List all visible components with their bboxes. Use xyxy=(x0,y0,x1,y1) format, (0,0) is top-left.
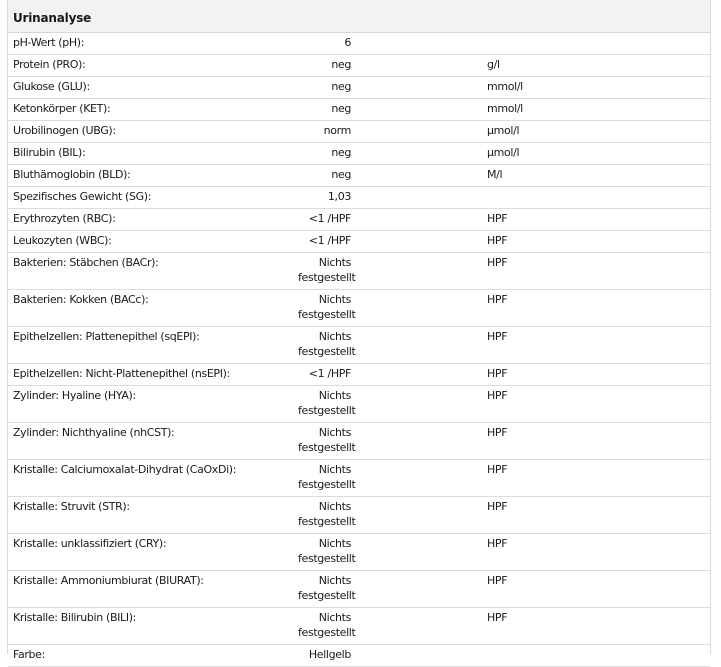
spacer-cell xyxy=(351,143,487,165)
result-value xyxy=(298,231,351,253)
parameter-name: Bakterien: Kokken (BACc): xyxy=(8,290,298,327)
spacer-cell xyxy=(351,55,487,77)
result-value-line: neg xyxy=(331,102,351,115)
unit: HPF xyxy=(487,209,710,231)
parameter-name: Farbe: xyxy=(8,645,298,667)
result-value xyxy=(298,364,351,386)
unit: mmol/l xyxy=(487,99,710,121)
result-value xyxy=(298,645,351,667)
unit xyxy=(487,187,710,209)
result-value xyxy=(298,77,351,99)
parameter-name: Kristalle: Bilirubin (BILI): xyxy=(8,608,298,645)
parameter-name: Zylinder: Hyaline (HYA): xyxy=(8,386,298,423)
spacer-cell xyxy=(351,608,487,645)
result-value xyxy=(298,608,356,645)
table-row xyxy=(8,77,710,99)
parameter-name: Bakterien: Stäbchen (BACr): xyxy=(8,253,298,290)
result-value-line: 6 xyxy=(344,36,351,49)
parameter-name: Protein (PRO): xyxy=(8,55,298,77)
spacer-cell xyxy=(351,209,487,231)
parameter-name: Kristalle: Ammoniumbiurat (BIURAT): xyxy=(8,571,298,608)
result-value-line: festgestellt xyxy=(298,271,356,284)
parameter-name: Kristalle: Struvit (STR): xyxy=(8,497,298,534)
parameter-name: Zylinder: Nichthyaline (nhCST): xyxy=(8,423,298,460)
section-header xyxy=(8,0,710,33)
parameter-name: Leukozyten (WBC): xyxy=(8,231,298,253)
results-table xyxy=(8,33,710,667)
parameter-name: Urobilinogen (UBG): xyxy=(8,121,298,143)
table-row xyxy=(8,99,710,121)
result-value-line: neg xyxy=(331,80,351,93)
spacer-cell xyxy=(351,77,487,99)
table-row xyxy=(8,143,710,165)
parameter-name: Glukose (GLU): xyxy=(8,77,298,99)
spacer-cell xyxy=(351,364,487,386)
table-row xyxy=(8,165,710,187)
table-row xyxy=(8,386,710,423)
table-row xyxy=(8,290,710,327)
table-row xyxy=(8,209,710,231)
unit: mmol/l xyxy=(487,77,710,99)
result-value-line: festgestellt xyxy=(298,515,356,528)
result-value-line: <1 /HPF xyxy=(308,367,351,380)
table-row xyxy=(8,33,710,55)
result-value-line: neg xyxy=(331,58,351,71)
spacer-cell xyxy=(351,33,487,55)
spacer-cell xyxy=(351,327,487,364)
result-value xyxy=(298,497,356,534)
parameter-name: Kristalle: unklassifiziert (CRY): xyxy=(8,534,298,571)
result-value xyxy=(298,571,356,608)
unit: µmol/l xyxy=(487,121,710,143)
spacer-cell xyxy=(351,571,487,608)
unit: HPF xyxy=(487,364,710,386)
table-row xyxy=(8,231,710,253)
result-value xyxy=(298,327,356,364)
section-title: Urinanalyse xyxy=(13,11,92,25)
table-row xyxy=(8,364,710,386)
result-value xyxy=(298,423,356,460)
table-row xyxy=(8,423,710,460)
result-value-line: Nichts xyxy=(318,500,351,513)
parameter-name: Epithelzellen: Plattenepithel (sqEPI): xyxy=(8,327,298,364)
parameter-name: Bilirubin (BIL): xyxy=(8,143,298,165)
result-value-line: neg xyxy=(331,146,351,159)
result-value-line: festgestellt xyxy=(298,589,356,602)
unit: HPF xyxy=(487,534,710,571)
result-value xyxy=(298,143,351,165)
result-value xyxy=(298,55,351,77)
result-value-line: 1,03 xyxy=(327,190,351,203)
spacer-cell xyxy=(351,253,487,290)
result-value-line: Hellgelb xyxy=(308,648,351,661)
parameter-name: Spezifisches Gewicht (SG): xyxy=(8,187,298,209)
result-value xyxy=(298,209,351,231)
result-value-line: Nichts xyxy=(318,426,351,439)
result-value-line: festgestellt xyxy=(298,478,356,491)
spacer-cell xyxy=(351,534,487,571)
unit xyxy=(487,645,710,667)
result-value xyxy=(298,99,351,121)
result-value xyxy=(298,460,356,497)
spacer-cell xyxy=(351,497,487,534)
unit: HPF xyxy=(487,423,710,460)
parameter-name: Erythrozyten (RBC): xyxy=(8,209,298,231)
unit: HPF xyxy=(487,327,710,364)
unit xyxy=(487,33,710,55)
spacer-cell xyxy=(351,386,487,423)
spacer-cell xyxy=(351,460,487,497)
result-value xyxy=(298,534,356,571)
table-row xyxy=(8,55,710,77)
table-row xyxy=(8,253,710,290)
result-value xyxy=(298,290,356,327)
result-value-line: festgestellt xyxy=(298,441,356,454)
spacer-cell xyxy=(351,645,487,667)
unit: HPF xyxy=(487,290,710,327)
unit: µmol/l xyxy=(487,143,710,165)
result-value-line: Nichts xyxy=(318,611,351,624)
unit: g/l xyxy=(487,55,710,77)
unit: HPF xyxy=(487,386,710,423)
table-row xyxy=(8,571,710,608)
unit: HPF xyxy=(487,253,710,290)
table-row xyxy=(8,534,710,571)
unit: HPF xyxy=(487,460,710,497)
result-value-line: festgestellt xyxy=(298,404,356,417)
parameter-name: Epithelzellen: Nicht-Plattenepithel (nsEPI): xyxy=(8,364,298,386)
result-value-line: festgestellt xyxy=(298,345,356,358)
result-value-line: Nichts xyxy=(318,537,351,550)
result-value xyxy=(298,33,351,55)
spacer-cell xyxy=(351,165,487,187)
result-value xyxy=(298,386,356,423)
result-value-line: norm xyxy=(323,124,351,137)
urinanalyse-panel xyxy=(7,0,711,661)
result-value-line: Nichts xyxy=(318,389,351,402)
spacer-cell xyxy=(351,121,487,143)
parameter-name: Ketonkörper (KET): xyxy=(8,99,298,121)
parameter-name: Bluthämoglobin (BLD): xyxy=(8,165,298,187)
result-value xyxy=(298,165,351,187)
spacer-cell xyxy=(351,231,487,253)
parameter-name: Kristalle: Calciumoxalat-Dihydrat (CaOxDi): xyxy=(8,460,298,497)
table-row xyxy=(8,460,710,497)
result-value-line: Nichts xyxy=(318,256,351,269)
unit: M/l xyxy=(487,165,710,187)
result-value-line: Nichts xyxy=(318,330,351,343)
result-value xyxy=(298,187,351,209)
table-row xyxy=(8,187,710,209)
spacer-cell xyxy=(351,423,487,460)
result-value-line: Nichts xyxy=(318,574,351,587)
table-row xyxy=(8,327,710,364)
result-value xyxy=(298,253,356,290)
table-row xyxy=(8,497,710,534)
unit: HPF xyxy=(487,497,710,534)
spacer-cell xyxy=(351,290,487,327)
result-value-line: Nichts xyxy=(318,293,351,306)
table-row xyxy=(8,608,710,645)
parameter-name: pH-Wert (pH): xyxy=(8,33,298,55)
result-value-line: festgestellt xyxy=(298,308,356,321)
spacer-cell xyxy=(351,187,487,209)
result-value-line: festgestellt xyxy=(298,626,356,639)
result-value-line: <1 /HPF xyxy=(308,212,351,225)
spacer-cell xyxy=(351,99,487,121)
result-value-line: <1 /HPF xyxy=(308,234,351,247)
unit: HPF xyxy=(487,571,710,608)
result-value-line: neg xyxy=(331,168,351,181)
result-value-line: festgestellt xyxy=(298,552,356,565)
unit: HPF xyxy=(487,608,710,645)
result-value xyxy=(298,121,351,143)
table-row xyxy=(8,645,710,667)
unit: HPF xyxy=(487,231,710,253)
result-value-line: Nichts xyxy=(318,463,351,476)
table-row xyxy=(8,121,710,143)
